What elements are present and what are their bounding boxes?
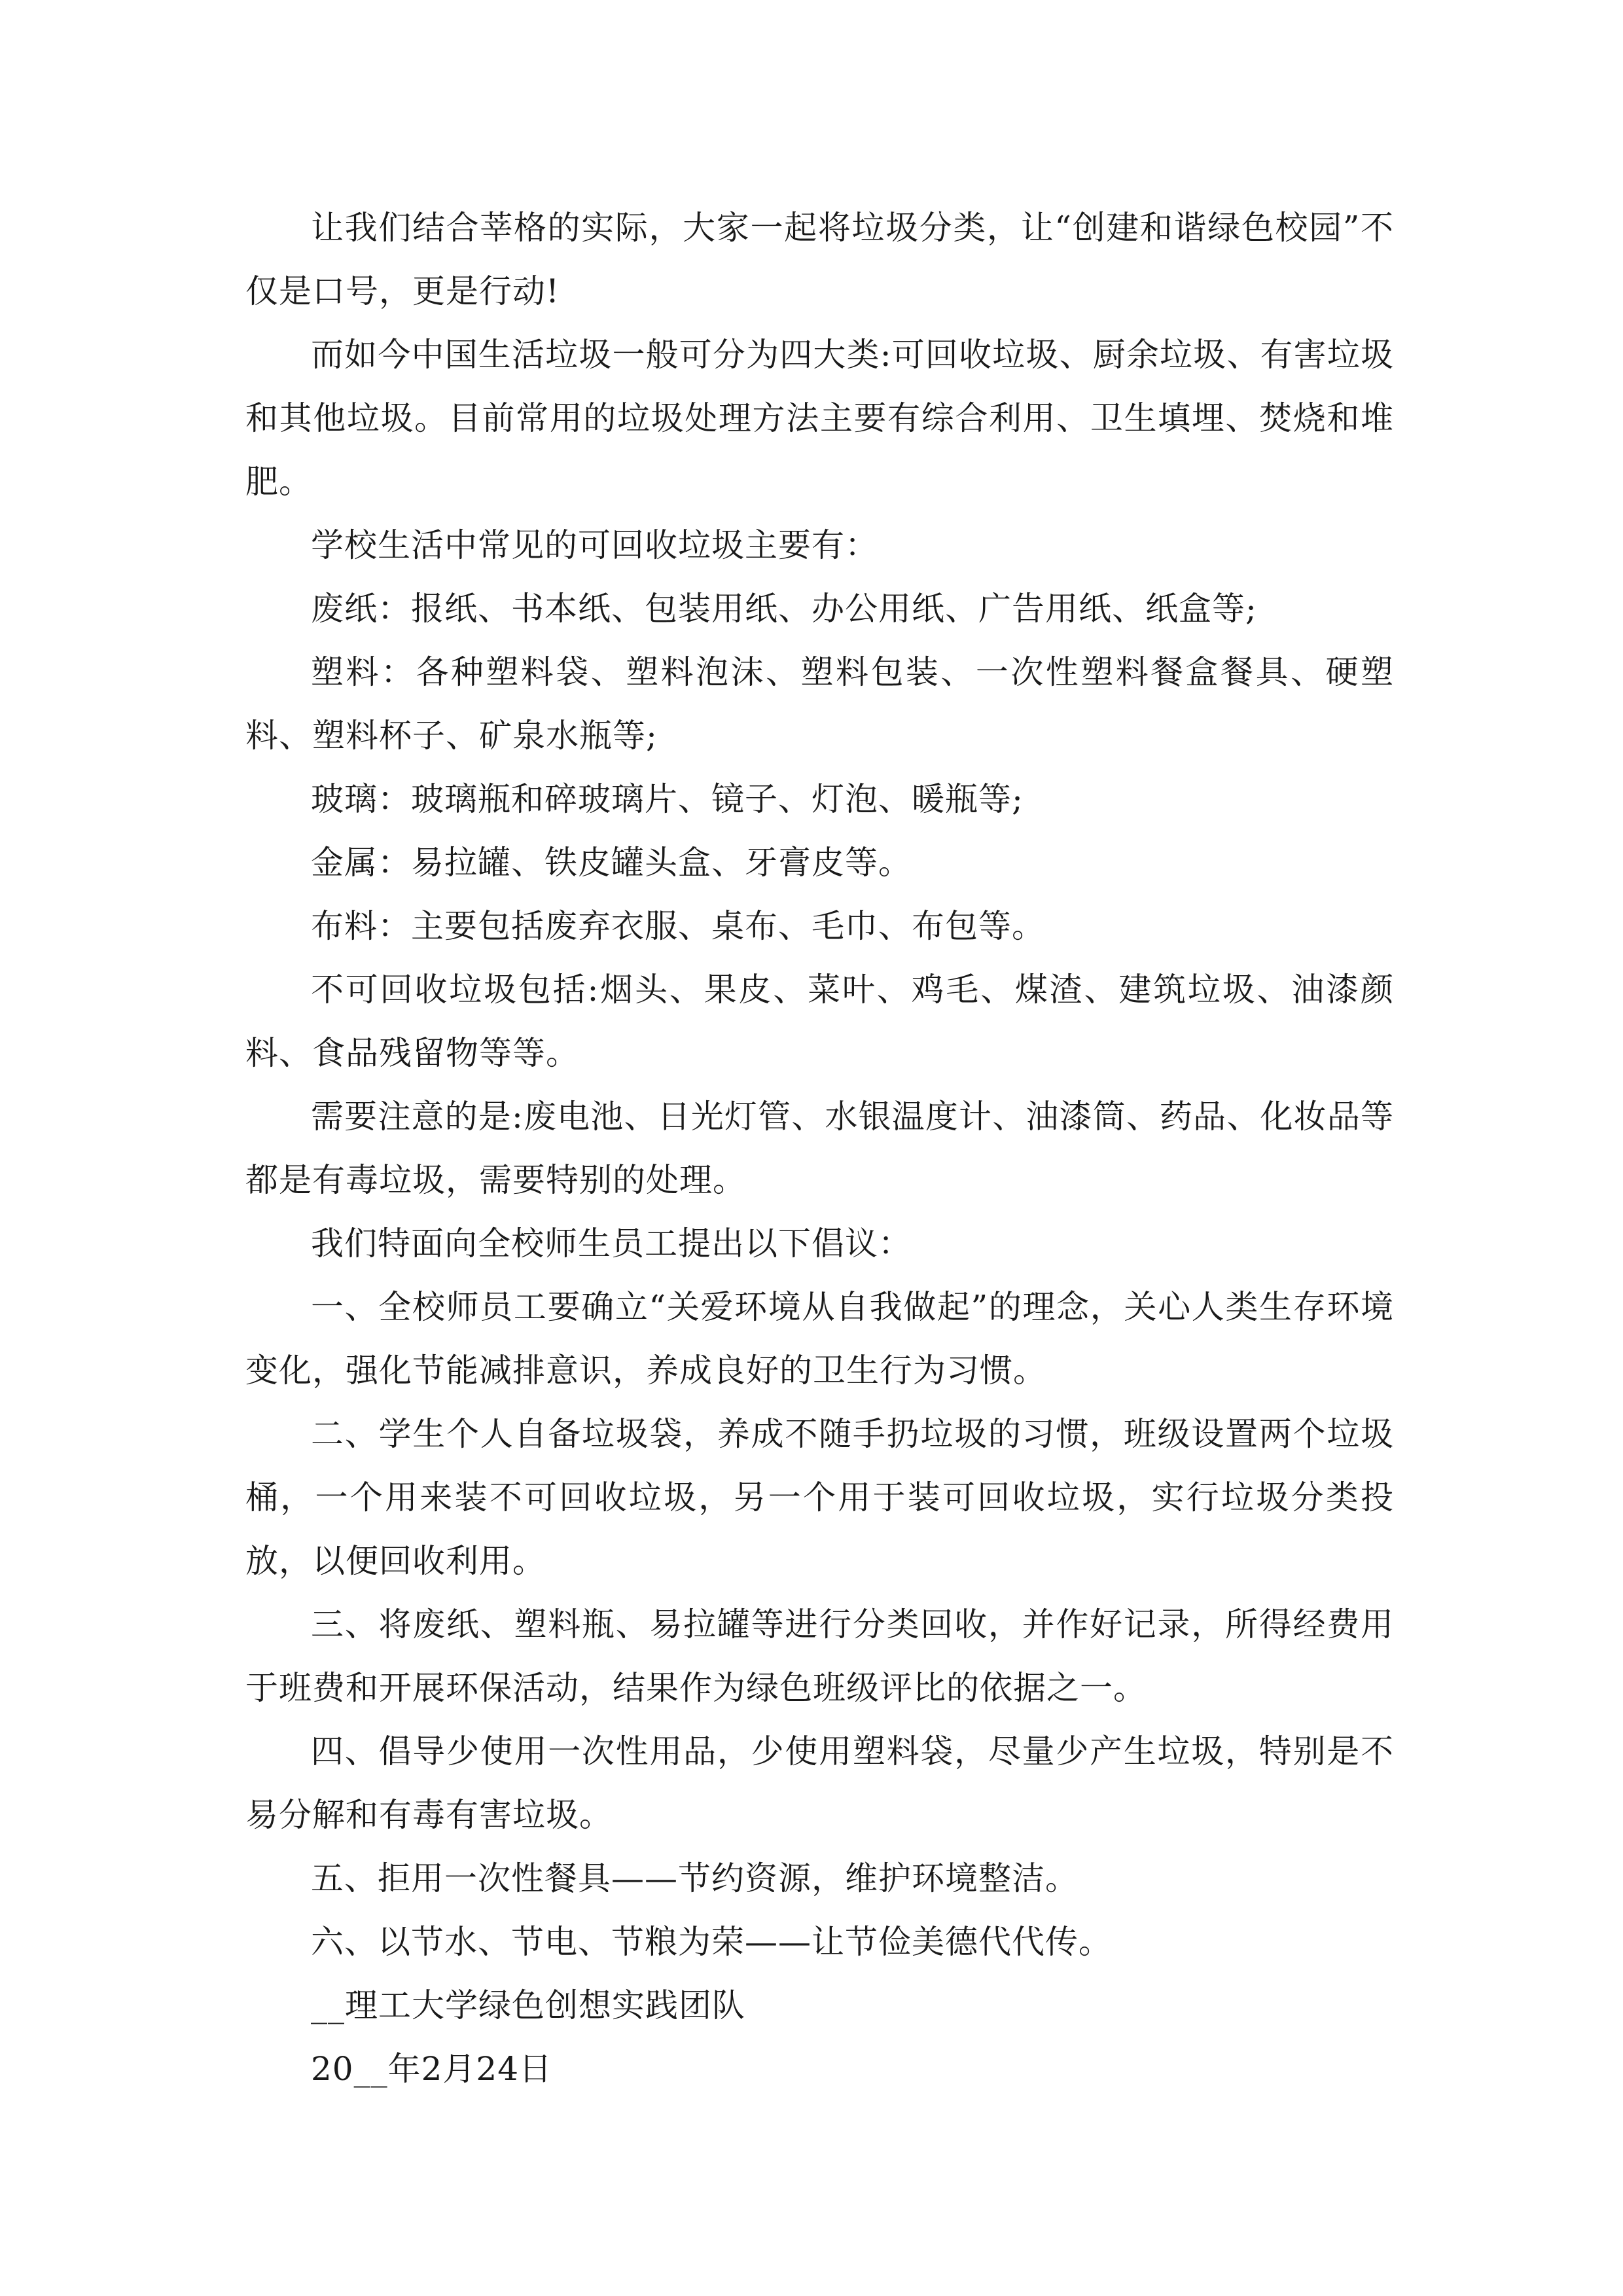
paragraph-intro: 让我们结合莘格的实际，大家一起将垃圾分类，让“创建和谐绿色校园”不仅是口号，更是行动! xyxy=(245,209,1394,310)
paragraph-hazardous: 需要注意的是:废电池、日光灯管、水银温度计、油漆筒、药品、化妆品等都是有毒垃圾，需要特别的处理。 xyxy=(245,1098,1394,1199)
paragraph-metal: 金属：易拉罐、铁皮罐头盒、牙膏皮等。 xyxy=(311,844,912,882)
paragraph-proposal-2: 二、学生个人自备垃圾袋，养成不随手扔垃圾的习惯，班级设置两个垃圾桶，一个用来装不可回收垃圾，另一个用于装可回收垃圾，实行垃圾分类投放，以便回收利用。 xyxy=(245,1415,1394,1580)
paragraph-glass: 玻璃：玻璃瓶和碎玻璃片、镜子、灯泡、暖瓶等; xyxy=(311,780,1024,818)
signature-team: __理工大学绿色创想实践团队 xyxy=(311,1986,745,2024)
paragraph-recyclable-heading: 学校生活中常见的可回收垃圾主要有： xyxy=(311,526,878,564)
document-body xyxy=(245,196,1394,2101)
paragraph-fabric: 布料：主要包括废弃衣服、桌布、毛巾、布包等。 xyxy=(311,907,1045,945)
paragraph-proposal-heading: 我们特面向全校师生员工提出以下倡议： xyxy=(311,1225,912,1263)
paragraph-non-recyclable: 不可回收垃圾包括:烟头、果皮、菜叶、鸡毛、煤渣、建筑垃圾、油漆颜料、食品残留物等等。 xyxy=(245,971,1394,1072)
paragraph-proposal-3: 三、将废纸、塑料瓶、易拉罐等进行分类回收，并作好记录，所得经费用于班费和开展环保活动，结果作为绿色班级评比的依据之一。 xyxy=(245,1605,1394,1707)
paragraph-proposal-6: 六、以节水、节电、节粮为荣——让节俭美德代代传。 xyxy=(311,1923,1112,1961)
paragraph-waste-paper: 废纸：报纸、书本纸、包装用纸、办公用纸、广告用纸、纸盒等; xyxy=(311,590,1257,628)
paragraph-proposal-1: 一、全校师员工要确立“关爱环境从自我做起”的理念，关心人类生存环境变化，强化节能减排意识，养成良好的卫生行为习惯。 xyxy=(245,1288,1394,1390)
paragraph-proposal-4: 四、倡导少使用一次性用品，少使用塑料袋，尽量少产生垃圾，特别是不易分解和有毒有害垃圾。 xyxy=(245,1732,1394,1834)
paragraph-garbage-categories: 而如今中国生活垃圾一般可分为四大类:可回收垃圾、厨余垃圾、有害垃圾和其他垃圾。目前常用的垃圾处理方法主要有综合利用、卫生填埋、焚烧和堆肥。 xyxy=(245,336,1394,501)
signature-date: 20__年2月24日 xyxy=(311,2050,553,2088)
paragraph-plastics: 塑料：各种塑料袋、塑料泡沫、塑料包装、一次性塑料餐盒餐具、硬塑料、塑料杯子、矿泉水瓶等; xyxy=(245,653,1394,755)
paragraph-proposal-5: 五、拒用一次性餐具——节约资源，维护环境整洁。 xyxy=(311,1859,1079,1897)
